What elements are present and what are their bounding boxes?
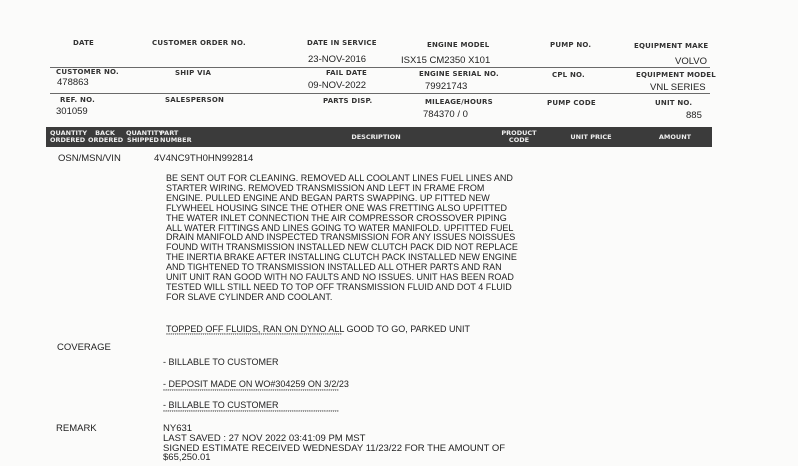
label-customer-no: CUSTOMER NO. bbox=[56, 68, 119, 76]
description-line: THE WATER INLET CONNECTION THE AIR COMPRESSOR CROSSOVER PIPING bbox=[166, 212, 507, 223]
separator-line: ********************************************************************************** bbox=[163, 410, 339, 416]
value-unit-no: 885 bbox=[686, 110, 702, 121]
value-engine-serial-no: 79921743 bbox=[425, 81, 468, 92]
label-parts-disp: PARTS DISP. bbox=[323, 97, 373, 105]
remark-block bbox=[163, 424, 505, 463]
description-line: ALL WATER FITTINGS AND LINES GOING TO WATER MANIFOLD. UPFITTED FUEL bbox=[166, 222, 514, 233]
label-date-in-service: DATE IN SERVICE bbox=[307, 39, 377, 47]
coverage-item: - BILLABLE TO CUSTOMER bbox=[163, 357, 279, 367]
label-fail-date: FAIL DATE bbox=[326, 69, 367, 77]
remark-line: SIGNED ESTIMATE RECEIVED WEDNESDAY 11/23/22 FOR THE AMOUNT OF bbox=[163, 442, 506, 454]
col-back-ordered: BACK ORDERED bbox=[88, 129, 124, 144]
remark-line: NY631 bbox=[163, 423, 193, 434]
label-pump-no: PUMP NO. bbox=[550, 41, 592, 49]
label-customer-order-no: CUSTOMER ORDER NO. bbox=[152, 39, 246, 47]
label-engine-model: ENGINE MODEL bbox=[427, 41, 490, 49]
divider bbox=[50, 93, 710, 94]
value-customer-no: 478863 bbox=[57, 77, 89, 88]
description-line: DRAIN MANIFOLD AND INSPECTED TRANSMISSION FOR ANY ISSUES NOISSUES bbox=[166, 232, 516, 243]
coverage-item: - BILLABLE TO CUSTOMER bbox=[163, 400, 279, 410]
label-equipment-model: EQUIPMENT MODEL bbox=[636, 71, 716, 79]
description-line: FLYWHEEL HOUSING SINCE THE OTHER ONE WAS FRETTING ALSO UPFITTED bbox=[166, 202, 508, 213]
value-ref-no: 301059 bbox=[56, 106, 88, 117]
col-quantity-shipped: QUANTITY SHIPPED bbox=[126, 129, 164, 144]
col-description: DESCRIPTION bbox=[351, 133, 401, 141]
topped-off-note: TOPPED OFF FLUIDS, RAN ON DYNO ALL GOOD TO GO, PARKED UNIT bbox=[166, 324, 471, 334]
col-unit-price: UNIT PRICE bbox=[570, 133, 612, 141]
label-engine-serial-no: ENGINE SERIAL NO. bbox=[419, 70, 499, 78]
osn-value: 4V4NC9TH0HN992814 bbox=[154, 153, 254, 164]
value-date-in-service: 23-NOV-2016 bbox=[308, 54, 367, 65]
description-line: STARTER WIRING. REMOVED TRANSMISSION AND LEFT IN FRAME FROM bbox=[166, 182, 485, 193]
label-ship-via: SHIP VIA bbox=[175, 69, 212, 77]
coverage-item: - DEPOSIT MADE ON WO#304259 ON 3/2/23 bbox=[163, 379, 349, 389]
label-date: DATE bbox=[73, 39, 95, 47]
label-mileage-hours: MILEAGE/HOURS bbox=[425, 98, 493, 106]
label-ref-no: REF. NO. bbox=[60, 96, 95, 104]
description-line: THE INERTIA BRAKE AFTER INSTALLING CLUTCH PACK INSTALLED NEW ENGINE bbox=[166, 252, 517, 263]
description-line: UNIT UNIT RAN GOOD WITH NO FAULTS AND NO ISSUES. UNIT HAS BEEN ROAD bbox=[166, 272, 514, 283]
value-fail-date: 09-NOV-2022 bbox=[308, 80, 367, 91]
label-equipment-make: EQUIPMENT MAKE bbox=[634, 42, 709, 50]
remark-label: REMARK bbox=[56, 423, 97, 434]
separator-line: ********************************************************************************** bbox=[166, 333, 342, 339]
description-line: ENGINE. PULLED ENGINE AND BEGAN PARTS SWAPPING. UP FITTED NEW bbox=[166, 192, 490, 203]
label-cpl-no: CPL NO. bbox=[552, 71, 585, 79]
separator-line: ********************************************************************************** bbox=[163, 389, 339, 395]
description-line: FOR SLAVE CYLINDER AND COOLANT. bbox=[166, 291, 333, 302]
coverage-label: COVERAGE bbox=[57, 342, 111, 353]
col-amount: AMOUNT bbox=[658, 133, 692, 141]
col-part-number: PART NUMBER bbox=[160, 129, 192, 144]
osn-label: OSN/MSN/VIN bbox=[58, 153, 121, 164]
remark-line: LAST SAVED : 27 NOV 2022 03:41:09 PM MST bbox=[163, 432, 366, 444]
value-equipment-make: VOLVO bbox=[675, 56, 708, 67]
description-line: AND TIGHTENED TO TRANSMISSION INSTALLED ALL OTHER PARTS AND RAN bbox=[166, 262, 502, 273]
col-product-code: PRODUCT CODE bbox=[501, 129, 537, 144]
work-description bbox=[166, 174, 546, 303]
description-line: FOUND WITH TRANSMISSION INSTALLED NEW CLUTCH PACK DID NOT REPLACE bbox=[166, 242, 518, 253]
description-line: TESTED WILL STILL NEED TO TOP OFF TRANSMISSION FLUID AND DOT 4 FLUID bbox=[166, 281, 512, 292]
description-line: BE SENT OUT FOR CLEANING. REMOVED ALL COOLANT LINES FUEL LINES AND bbox=[166, 173, 513, 183]
line-item-column-header bbox=[46, 127, 712, 147]
value-engine-model: ISX15 CM2350 X101 bbox=[401, 55, 491, 66]
label-unit-no: UNIT NO. bbox=[655, 99, 693, 107]
remark-line: $65,250.01 bbox=[163, 452, 211, 464]
label-salesperson: SALESPERSON bbox=[165, 96, 225, 104]
value-equipment-model: VNL SERIES bbox=[650, 82, 706, 93]
value-mileage-hours: 784370 / 0 bbox=[423, 109, 468, 120]
label-pump-code: PUMP CODE bbox=[547, 99, 596, 107]
divider bbox=[50, 67, 710, 68]
col-quantity-ordered: QUANTITY ORDERED bbox=[50, 129, 88, 144]
